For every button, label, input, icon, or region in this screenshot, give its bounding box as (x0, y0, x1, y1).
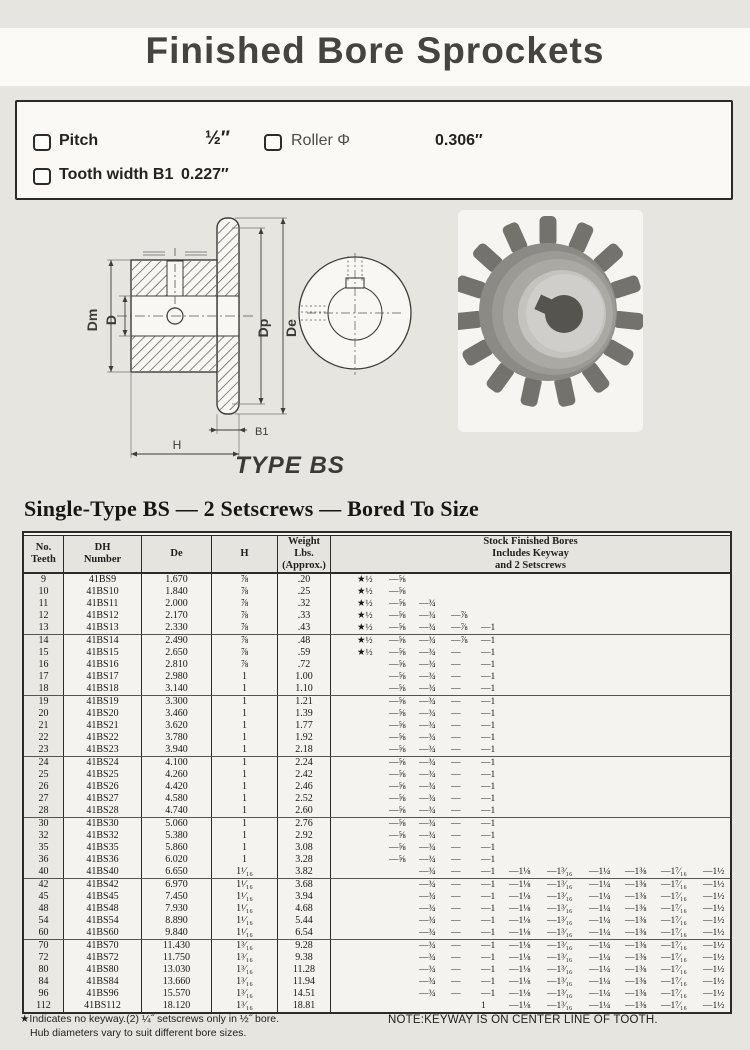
cell-h: 1¹⁄₁₆ (212, 903, 278, 915)
cell-bores: —¾ — —1 —1⅛ —1³⁄₁₆ —1¼ —1⅜ —1⁷⁄₁₆ —1½ (419, 941, 725, 951)
tooth-width-label: Tooth width B1 (59, 166, 174, 183)
cell-weight: 1.10 (278, 683, 331, 695)
table-row (24, 708, 730, 720)
cell-h: 1 (212, 744, 278, 756)
cell-weight: 2.42 (278, 769, 331, 781)
cell-bores: 1 —1⅛ —1³⁄₁₆ —1¼ —1⅜ —1⁷⁄₁₆ —1½ (481, 1001, 725, 1011)
footnote-line2: Hub diameters vary to suit different bore sizes. (30, 1027, 247, 1040)
cell-de: 3.780 (142, 732, 212, 744)
cell-teeth: 40 (24, 866, 64, 878)
cell-dh-number: 41BS9 (64, 574, 142, 586)
cell-teeth: 54 (24, 915, 64, 927)
cell-weight: 1.00 (278, 671, 331, 683)
cell-teeth: 26 (24, 781, 64, 793)
cell-weight: .72 (278, 659, 331, 671)
cell-bores: ★½ —⅝ —¾ —⅞ —1 (357, 636, 496, 646)
cell-weight: .59 (278, 647, 331, 659)
cell-bores: ★½ —⅝ —¾ —⅞ (357, 611, 468, 621)
table-row (24, 659, 730, 671)
hub-hatch-bottom (132, 336, 216, 371)
cell-teeth: 16 (24, 659, 64, 671)
cell-weight: 2.76 (278, 818, 331, 830)
cell-bores: —¾ — —1 —1⅛ —1³⁄₁₆ —1¼ —1⅜ —1⁷⁄₁₆ —1½ (419, 965, 725, 975)
cell-teeth: 28 (24, 805, 64, 817)
cell-bores: —¾ — —1 —1⅛ —1³⁄₁₆ —1¼ —1⅜ —1⁷⁄₁₆ —1½ (419, 867, 725, 877)
cell-dh-number: 41BS112 (64, 1000, 142, 1012)
header-de: De (142, 536, 212, 572)
cell-weight: .48 (278, 635, 331, 647)
cell-h: 1 (212, 732, 278, 744)
plate-hatch-bottom (218, 336, 238, 410)
cell-de: 4.100 (142, 757, 212, 769)
table-row (24, 695, 730, 708)
cell-dh-number: 41BS23 (64, 744, 142, 756)
cell-bores: —⅝ —¾ — —1 (389, 672, 496, 682)
cell-weight: 1.39 (278, 708, 331, 720)
cell-de: 18.120 (142, 1000, 212, 1012)
cell-de: 2.490 (142, 635, 212, 647)
cell-weight: .32 (278, 598, 331, 610)
cell-teeth: 30 (24, 818, 64, 830)
table-row (24, 817, 730, 830)
table-row (24, 952, 730, 964)
dim-label-d: D (103, 314, 119, 326)
table-row (24, 781, 730, 793)
cell-dh-number: 41BS48 (64, 903, 142, 915)
pitch-value: ½″ (205, 128, 230, 149)
dim-label-dp: Dp (255, 318, 271, 338)
table-header (24, 535, 730, 574)
table-row (24, 1000, 730, 1012)
spec-box (15, 100, 733, 200)
cell-weight: 5.44 (278, 915, 331, 927)
cell-teeth: 45 (24, 891, 64, 903)
cell-weight: 9.38 (278, 952, 331, 964)
checkbox-icon (264, 134, 282, 151)
cell-bores: —⅝ —¾ — —1 (389, 782, 496, 792)
dim-label-b1: B1 (255, 426, 269, 438)
cell-de: 4.260 (142, 769, 212, 781)
cell-h: 1 (212, 757, 278, 769)
cell-teeth: 23 (24, 744, 64, 756)
cell-bores: —¾ — —1 —1⅛ —1³⁄₁₆ —1¼ —1⅜ —1⁷⁄₁₆ —1½ (419, 989, 725, 999)
roller-value: 0.306″ (435, 132, 483, 149)
cell-weight: .33 (278, 610, 331, 622)
table-row (24, 769, 730, 781)
cell-de: 2.330 (142, 622, 212, 634)
cell-bores: —⅝ —¾ — —1 (389, 697, 496, 707)
cell-teeth: 13 (24, 622, 64, 634)
cell-de: 4.580 (142, 793, 212, 805)
cell-de: 3.940 (142, 744, 212, 756)
table-row (24, 915, 730, 927)
cell-bores: —⅝ —¾ — —1 (389, 660, 496, 670)
cell-weight: 3.08 (278, 842, 331, 854)
cell-h: 1¹⁄₁₆ (212, 915, 278, 927)
cell-weight: 11.94 (278, 976, 331, 988)
cell-h: 1 (212, 683, 278, 695)
table-row (24, 744, 730, 756)
cell-dh-number: 41BS13 (64, 622, 142, 634)
cell-dh-number: 41BS24 (64, 757, 142, 769)
table-row (24, 574, 730, 586)
cell-dh-number: 41BS96 (64, 988, 142, 1000)
type-label: TYPE BS (235, 452, 345, 479)
cell-de: 3.300 (142, 696, 212, 708)
cell-dh-number: 41BS45 (64, 891, 142, 903)
cell-dh-number: 41BS14 (64, 635, 142, 647)
cell-de: 7.930 (142, 903, 212, 915)
cell-h: 1³⁄₁₆ (212, 940, 278, 952)
checkbox-icon (33, 134, 51, 151)
table-row (24, 647, 730, 659)
technical-drawing (55, 208, 455, 473)
cell-bores: —⅝ —¾ — —1 (389, 794, 496, 804)
cell-dh-number: 41BS28 (64, 805, 142, 817)
cell-h: 1 (212, 842, 278, 854)
cell-teeth: 32 (24, 830, 64, 842)
cell-dh-number: 41BS54 (64, 915, 142, 927)
cell-teeth: 12 (24, 610, 64, 622)
cell-dh-number: 41BS12 (64, 610, 142, 622)
table-row (24, 756, 730, 769)
cell-h: 1¹⁄₁₆ (212, 927, 278, 939)
cell-h: ⅞ (212, 574, 278, 586)
cell-weight: 2.60 (278, 805, 331, 817)
cell-teeth: 18 (24, 683, 64, 695)
cell-h: ⅞ (212, 622, 278, 634)
table-row (24, 976, 730, 988)
cell-bores: ★½ —⅝ (357, 587, 406, 597)
cell-bores: —⅝ —¾ — —1 (389, 806, 496, 816)
cell-weight: 1.92 (278, 732, 331, 744)
cell-h: ⅞ (212, 610, 278, 622)
table-row (24, 903, 730, 915)
cell-h: 1 (212, 818, 278, 830)
cell-dh-number: 41BS80 (64, 964, 142, 976)
table-row (24, 598, 730, 610)
cell-dh-number: 41BS20 (64, 708, 142, 720)
cell-teeth: 10 (24, 586, 64, 598)
cell-dh-number: 41BS30 (64, 818, 142, 830)
cell-dh-number: 41BS27 (64, 793, 142, 805)
cell-weight: 2.24 (278, 757, 331, 769)
cell-dh-number: 41BS35 (64, 842, 142, 854)
table-row (24, 891, 730, 903)
dim-label-de: De (283, 319, 299, 337)
cell-bores: —⅝ —¾ — —1 (389, 733, 496, 743)
cell-h: ⅞ (212, 635, 278, 647)
cell-teeth: 11 (24, 598, 64, 610)
table-row (24, 732, 730, 744)
cell-de: 2.000 (142, 598, 212, 610)
cell-de: 8.890 (142, 915, 212, 927)
cell-teeth: 42 (24, 879, 64, 891)
cell-h: 1³⁄₁₆ (212, 1000, 278, 1012)
cell-teeth: 72 (24, 952, 64, 964)
cell-h: 1³⁄₁₆ (212, 952, 278, 964)
cell-bores: —¾ — —1 —1⅛ —1³⁄₁₆ —1¼ —1⅜ —1⁷⁄₁₆ —1½ (419, 916, 725, 926)
table-row (24, 793, 730, 805)
cell-h: 1 (212, 708, 278, 720)
cell-dh-number: 41BS18 (64, 683, 142, 695)
cell-de: 7.450 (142, 891, 212, 903)
cell-bores: ★½ —⅝ —¾ — —1 (357, 648, 496, 658)
table-row (24, 720, 730, 732)
cell-h: 1 (212, 805, 278, 817)
cell-de: 3.140 (142, 683, 212, 695)
cell-bores: —¾ — —1 —1⅛ —1³⁄₁₆ —1¼ —1⅜ —1⁷⁄₁₆ —1½ (419, 904, 725, 914)
cell-teeth: 96 (24, 988, 64, 1000)
cell-bores: —⅝ —¾ — —1 (389, 684, 496, 694)
cell-weight: 18.81 (278, 1000, 331, 1012)
cell-h: 1 (212, 830, 278, 842)
cell-de: 6.650 (142, 866, 212, 878)
cell-teeth: 70 (24, 940, 64, 952)
cell-teeth: 19 (24, 696, 64, 708)
cell-bores: —⅝ —¾ — —1 (389, 843, 496, 853)
cell-weight: 1.77 (278, 720, 331, 732)
cell-h: 1³⁄₁₆ (212, 988, 278, 1000)
cell-dh-number: 41BS17 (64, 671, 142, 683)
cell-weight: .25 (278, 586, 331, 598)
cell-h: 1 (212, 671, 278, 683)
cell-h: ⅞ (212, 659, 278, 671)
footnote-line1: ★Indicates no keyway.(2) ¼˝ setscrews only in ½˝ bore. (20, 1013, 279, 1025)
cell-h: 1 (212, 854, 278, 866)
cell-h: 1 (212, 793, 278, 805)
table-row (24, 988, 730, 1000)
cell-de: 15.570 (142, 988, 212, 1000)
cell-bores: —⅝ —¾ — —1 (389, 721, 496, 731)
cell-weight: 2.18 (278, 744, 331, 756)
sprocket-photo (458, 210, 643, 432)
cell-weight: 2.46 (278, 781, 331, 793)
cell-de: 2.810 (142, 659, 212, 671)
table-row (24, 939, 730, 952)
cell-de: 4.740 (142, 805, 212, 817)
cell-dh-number: 41BS70 (64, 940, 142, 952)
roller-label: Roller Φ (291, 132, 350, 149)
cell-weight: 6.54 (278, 927, 331, 939)
cell-dh-number: 41BS60 (64, 927, 142, 939)
cell-teeth: 20 (24, 708, 64, 720)
table-row (24, 866, 730, 878)
cell-teeth: 24 (24, 757, 64, 769)
cell-bores: —⅝ —¾ — —1 (389, 831, 496, 841)
cell-weight: 14.51 (278, 988, 331, 1000)
cell-teeth: 21 (24, 720, 64, 732)
cell-teeth: 9 (24, 574, 64, 586)
cell-dh-number: 41BS22 (64, 732, 142, 744)
cell-dh-number: 41BS26 (64, 781, 142, 793)
cell-bores: —¾ — —1 —1⅛ —1³⁄₁₆ —1¼ —1⅜ —1⁷⁄₁₆ —1½ (419, 892, 725, 902)
cell-h: 1¹⁄₁₆ (212, 866, 278, 878)
table-row (24, 610, 730, 622)
cell-h: 1¹⁄₁₆ (212, 879, 278, 891)
cell-teeth: 35 (24, 842, 64, 854)
cell-teeth: 22 (24, 732, 64, 744)
cell-weight: 3.68 (278, 879, 331, 891)
keyway-note: NOTE:KEYWAY IS ON CENTER LINE OF TOOTH. (388, 1014, 658, 1026)
table-row (24, 683, 730, 695)
cell-dh-number: 41BS84 (64, 976, 142, 988)
table-row (24, 842, 730, 854)
table-row (24, 964, 730, 976)
cell-bores: —⅝ —¾ — —1 (389, 758, 496, 768)
header-h: H (212, 536, 278, 572)
cell-bores: —¾ — —1 —1⅛ —1³⁄₁₆ —1¼ —1⅜ —1⁷⁄₁₆ —1½ (419, 928, 725, 938)
cell-weight: 9.28 (278, 940, 331, 952)
cell-dh-number: 41BS32 (64, 830, 142, 842)
cell-dh-number: 41BS36 (64, 854, 142, 866)
table-row (24, 671, 730, 683)
footnote (20, 1012, 279, 1040)
cell-de: 5.380 (142, 830, 212, 842)
cell-h: ⅞ (212, 586, 278, 598)
cell-teeth: 17 (24, 671, 64, 683)
cell-teeth: 48 (24, 903, 64, 915)
checkbox-icon (33, 168, 51, 185)
header-weight: Weight Lbs. (Approx.) (278, 536, 331, 572)
cell-weight: 1.21 (278, 696, 331, 708)
cell-bores: ★½ —⅝ —¾ —⅞ —1 (357, 623, 496, 633)
cell-weight: 3.94 (278, 891, 331, 903)
table-row (24, 927, 730, 939)
cell-bores: —¾ — —1 —1⅛ —1³⁄₁₆ —1¼ —1⅜ —1⁷⁄₁₆ —1½ (419, 977, 725, 987)
cell-de: 2.170 (142, 610, 212, 622)
table-body (24, 574, 730, 1012)
cell-dh-number: 41BS40 (64, 866, 142, 878)
table-row (24, 854, 730, 866)
parts-table (22, 531, 732, 1014)
cell-h: 1 (212, 769, 278, 781)
cell-weight: 2.52 (278, 793, 331, 805)
cell-de: 11.750 (142, 952, 212, 964)
cell-weight: .20 (278, 574, 331, 586)
cell-dh-number: 41BS42 (64, 879, 142, 891)
cell-de: 2.650 (142, 647, 212, 659)
cell-bores: —⅝ —¾ — —1 (389, 745, 496, 755)
cell-dh-number: 41BS25 (64, 769, 142, 781)
cell-dh-number: 41BS11 (64, 598, 142, 610)
page-title: Finished Bore Sprockets (145, 30, 605, 71)
cell-dh-number: 41BS19 (64, 696, 142, 708)
cell-weight: 11.28 (278, 964, 331, 976)
tooth-width-value: 0.227″ (181, 166, 229, 183)
table-row (24, 622, 730, 634)
cell-h: 1 (212, 720, 278, 732)
header-dh-number: DH Number (64, 536, 142, 572)
cell-bores: —¾ — —1 —1⅛ —1³⁄₁₆ —1¼ —1⅜ —1⁷⁄₁₆ —1½ (419, 953, 725, 963)
cell-de: 13.660 (142, 976, 212, 988)
cell-de: 13.030 (142, 964, 212, 976)
cell-bores: —⅝ —¾ — —1 (389, 819, 496, 829)
header-bores: Stock Finished Bores Includes Keyway and 2 Setscrews (483, 536, 578, 571)
cell-h: ⅞ (212, 598, 278, 610)
cell-teeth: 80 (24, 964, 64, 976)
table-row (24, 830, 730, 842)
cell-bores: —¾ — —1 —1⅛ —1³⁄₁₆ —1¼ —1⅜ —1⁷⁄₁₆ —1½ (419, 880, 725, 890)
cell-weight: .43 (278, 622, 331, 634)
cell-weight: 3.28 (278, 854, 331, 866)
cell-bores: ★½ —⅝ —¾ (357, 599, 436, 609)
cell-de: 11.430 (142, 940, 212, 952)
cell-dh-number: 41BS72 (64, 952, 142, 964)
cell-weight: 4.68 (278, 903, 331, 915)
cell-teeth: 36 (24, 854, 64, 866)
cell-de: 3.620 (142, 720, 212, 732)
cell-de: 6.970 (142, 879, 212, 891)
cell-dh-number: 41BS16 (64, 659, 142, 671)
cell-h: 1 (212, 696, 278, 708)
dim-label-dm: Dm (84, 308, 100, 332)
table-row (24, 634, 730, 647)
dim-label-h: H (172, 438, 182, 452)
cell-bores: ★½ —⅝ (357, 575, 406, 585)
cell-teeth: 27 (24, 793, 64, 805)
cell-dh-number: 41BS15 (64, 647, 142, 659)
cell-de: 1.670 (142, 574, 212, 586)
cell-weight: 3.82 (278, 866, 331, 878)
cell-h: 1³⁄₁₆ (212, 976, 278, 988)
cell-bores: —⅝ —¾ — —1 (389, 770, 496, 780)
cell-bores: —⅝ —¾ — —1 (389, 855, 496, 865)
cell-dh-number: 41BS10 (64, 586, 142, 598)
cell-dh-number: 41BS21 (64, 720, 142, 732)
cell-teeth: 15 (24, 647, 64, 659)
cell-h: 1³⁄₁₆ (212, 964, 278, 976)
cell-teeth: 14 (24, 635, 64, 647)
cell-de: 5.860 (142, 842, 212, 854)
section-heading: Single-Type BS — 2 Setscrews — Bored To Size (24, 496, 479, 521)
cell-bores: —⅝ —¾ — —1 (389, 709, 496, 719)
cell-h: 1¹⁄₁₆ (212, 891, 278, 903)
cell-teeth: 25 (24, 769, 64, 781)
table-row (24, 805, 730, 817)
table-row (24, 586, 730, 598)
header-teeth: No. Teeth (24, 536, 64, 572)
cell-de: 9.840 (142, 927, 212, 939)
cell-de: 2.980 (142, 671, 212, 683)
cell-h: 1 (212, 781, 278, 793)
cell-de: 4.420 (142, 781, 212, 793)
cell-teeth: 84 (24, 976, 64, 988)
cell-de: 6.020 (142, 854, 212, 866)
cell-de: 3.460 (142, 708, 212, 720)
cell-de: 1.840 (142, 586, 212, 598)
plate-hatch-top (218, 222, 238, 296)
pitch-label: Pitch (59, 132, 99, 149)
cell-de: 5.060 (142, 818, 212, 830)
cell-teeth: 112 (24, 1000, 64, 1012)
cell-weight: 2.92 (278, 830, 331, 842)
table-row (24, 878, 730, 891)
cell-teeth: 60 (24, 927, 64, 939)
cell-h: ⅞ (212, 647, 278, 659)
